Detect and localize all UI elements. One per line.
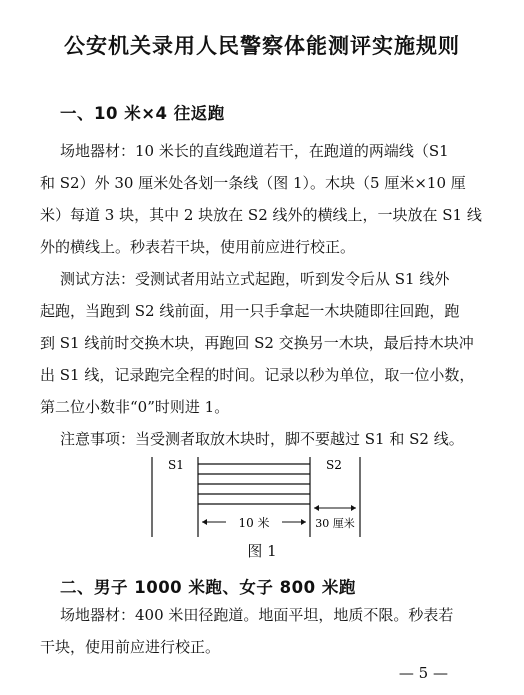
text-line: 到 S1 线前时交换木块，再跑回 S2 交换另一木块，最后持木块冲 — [40, 334, 474, 352]
figure-caption: 图 1 — [247, 542, 277, 560]
text-line: 测试方法：受测试者用站立式起跑，听到发令后从 S1 线外 — [60, 270, 450, 288]
text-line: 和 S2）外 30 厘米处各划一条线（图 1）。木块（5 厘米×10 厘 — [40, 174, 466, 192]
arrowhead-side-left-icon — [314, 505, 319, 511]
section-2-heading: 二、男子 1000 米跑、女子 800 米跑 — [60, 578, 356, 597]
text-line: 米）每道 3 块，其中 2 块放在 S2 线外的横线上，一块放在 S1 线 — [40, 206, 482, 224]
dim-side-label: 30 厘米 — [315, 517, 355, 530]
text-line: 起跑，当跑到 S2 线前面，用一只手拿起一木块随即往回跑，跑 — [40, 302, 460, 320]
dim-main-label: 10 米 — [238, 516, 270, 530]
arrowhead-left-icon — [202, 519, 207, 525]
section-1-heading: 一、10 米×4 往返跑 — [60, 104, 225, 123]
text-line: 场地器材：400 米田径跑道。地面平坦，地质不限。秒表若 — [60, 606, 454, 624]
text-line: 外的横线上。秒表若干块，使用前应进行校正。 — [40, 238, 356, 256]
text-line: 注意事项：当受测者取放木块时，脚不要越过 S1 和 S2 线。 — [60, 430, 464, 448]
text-line: 场地器材：10 米长的直线跑道若干，在跑道的两端线（S1 — [60, 142, 449, 160]
text-line: 干块，使用前应进行校正。 — [40, 638, 221, 656]
label-s2: S2 — [326, 458, 342, 472]
arrowhead-side-right-icon — [351, 505, 356, 511]
page-number: — 5 — — [398, 664, 448, 682]
page-title: 公安机关录用人民警察体能测评实施规则 — [64, 34, 460, 58]
text-line: 第二位小数非“0”时则进 1。 — [40, 398, 230, 416]
arrowhead-right-icon — [301, 519, 306, 525]
figure-1-diagram — [150, 452, 370, 542]
label-s1: S1 — [168, 458, 184, 472]
text-line: 出 S1 线，记录跑完全程的时间。记录以秒为单位，取一位小数， — [40, 366, 475, 384]
